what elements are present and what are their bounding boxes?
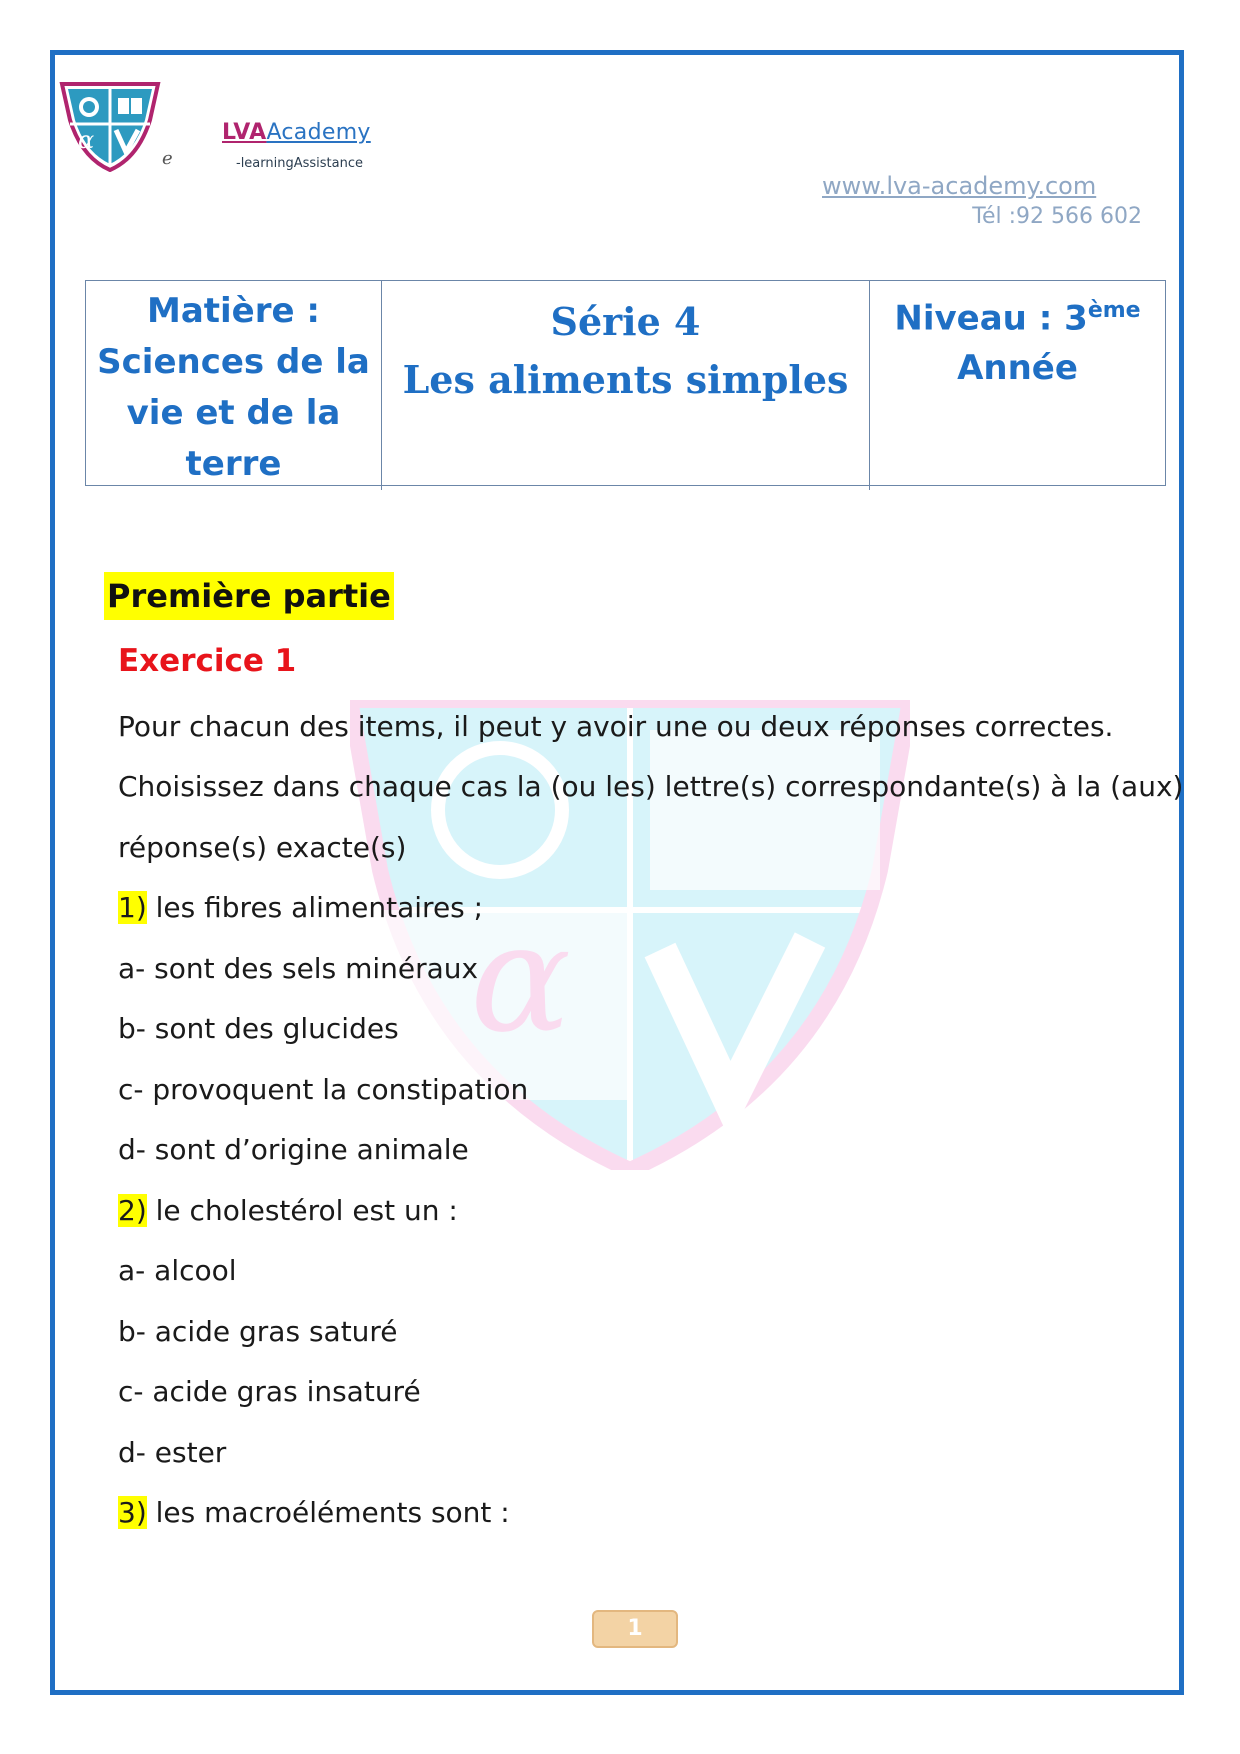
instruction-line: Choisissez dans chaque cas la (ou les) lettre(s) correspondante(s) à la (aux) xyxy=(118,770,1184,803)
answer-option: a- sont des sels minéraux xyxy=(118,952,479,985)
svg-text:α: α xyxy=(78,126,95,154)
subject-line: vie et de la xyxy=(126,393,341,433)
level-label xyxy=(870,286,1165,343)
instruction-line: Pour chacun des items, il peut y avoir une ou deux réponses correctes. xyxy=(118,710,1114,743)
brand-lva: LVA xyxy=(222,120,267,145)
subject-line: terre xyxy=(185,444,282,484)
answer-option: d- sont d’origine animale xyxy=(118,1133,469,1166)
answer-option: b- acide gras saturé xyxy=(118,1315,398,1348)
serie-cell xyxy=(382,281,870,490)
brand-tagline: -learningAssistance xyxy=(236,156,363,171)
level-year: Année xyxy=(957,348,1078,389)
subject-cell xyxy=(86,281,382,490)
question-number: 2) xyxy=(118,1194,147,1227)
answer-option: c- acide gras insaturé xyxy=(118,1375,421,1408)
question-text: les macroéléments sont : xyxy=(146,1496,510,1529)
instruction-line: réponse(s) exacte(s) xyxy=(118,831,407,864)
level-superscript: ème xyxy=(1087,298,1141,323)
answer-option: b- sont des glucides xyxy=(118,1012,399,1045)
brand-name[interactable] xyxy=(222,120,371,145)
question-1 xyxy=(118,891,483,924)
title-table xyxy=(85,280,1166,486)
serie-title: Les aliments simples xyxy=(402,357,849,402)
answer-option: d- ester xyxy=(118,1436,227,1469)
answer-option: a- alcool xyxy=(118,1254,237,1287)
exercise-heading: Exercice 1 xyxy=(118,643,297,679)
question-number: 1) xyxy=(118,891,147,924)
question-text: les fibres alimentaires ; xyxy=(146,891,484,924)
subject-line: Sciences de la xyxy=(97,342,370,382)
logo-e-letter: e xyxy=(162,148,173,169)
question-number: 3) xyxy=(118,1496,147,1529)
part-heading: Première partie xyxy=(104,572,394,620)
answer-option: c- provoquent la constipation xyxy=(118,1073,529,1106)
phone-number: Tél :92 566 602 xyxy=(972,204,1142,229)
lva-academy-logo xyxy=(58,80,162,172)
question-3 xyxy=(118,1496,510,1529)
question-2 xyxy=(118,1194,458,1227)
level-cell xyxy=(870,281,1165,490)
svg-text:α: α xyxy=(470,892,572,1066)
website-link[interactable]: www.lva-academy.com xyxy=(822,172,1097,200)
page-number-badge: 1 xyxy=(592,1610,678,1648)
brand-academy: Academy xyxy=(266,120,371,145)
serie-number: Série 4 xyxy=(550,299,701,344)
question-text: le cholestérol est un : xyxy=(146,1194,458,1227)
subject-line: Matière : xyxy=(146,291,320,331)
level-prefix: Niveau : 3 xyxy=(894,298,1088,339)
